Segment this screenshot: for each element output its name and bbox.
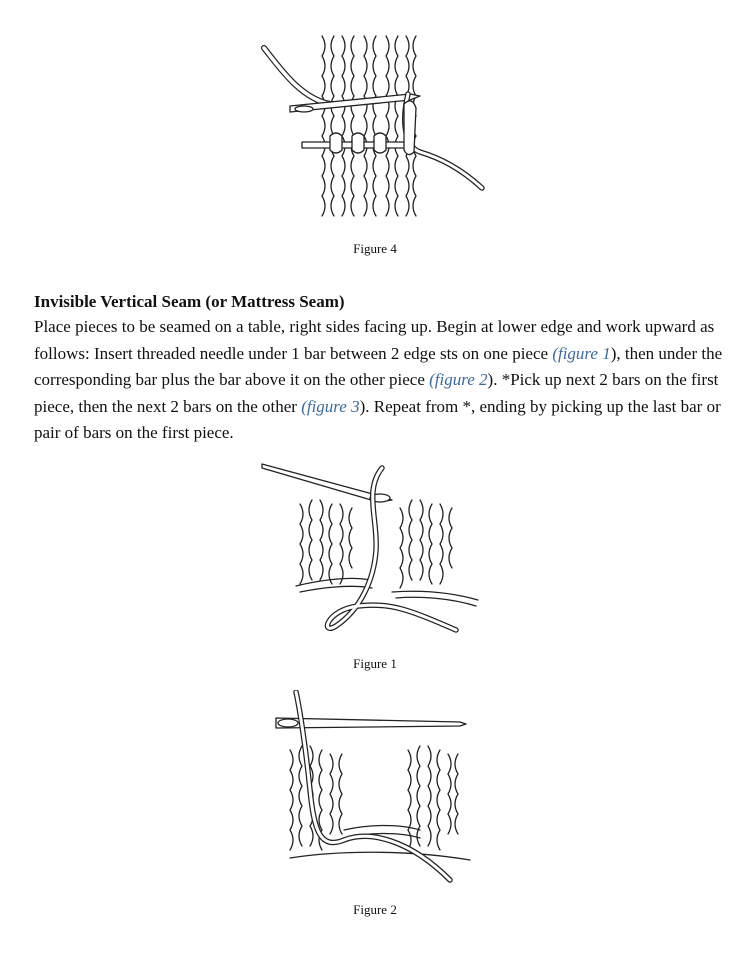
paragraph-text-2: ), then under the corresponding bar plus the bar above it on the other piece — [34, 343, 723, 390]
figure-2-illustration — [0, 690, 750, 886]
figure-4-illustration — [0, 28, 750, 228]
figure-2-caption: Figure 2 — [353, 902, 397, 917]
paragraph-text-4: ). Repeat from *, ending by picking up the last bar or pair of bars on the first piece. — [34, 396, 721, 443]
knit-piece-right — [408, 746, 458, 850]
figure-1-link[interactable]: figure 1 — [557, 343, 611, 363]
link-open-paren-3: ( — [301, 396, 307, 416]
figure-4-caption: Figure 4 — [353, 241, 397, 256]
knit-piece-left — [290, 746, 342, 850]
figure-1-drawing — [260, 460, 490, 640]
figure-2-drawing — [260, 690, 490, 886]
figure-1-illustration — [0, 460, 750, 640]
paragraph-text-3: ). *Pick up next 2 bars on the first piece, then the next 2 bars on the other — [34, 370, 719, 416]
figure-3-link[interactable]: figure 3 — [306, 396, 360, 416]
figure-1-caption: Figure 1 — [353, 656, 397, 671]
link-open-paren-1: ( — [552, 343, 558, 363]
figure-4-drawing — [260, 28, 490, 228]
figure-2-link[interactable]: figure 2 — [434, 370, 488, 390]
knit-piece-right — [392, 500, 478, 606]
paragraph-text-1: Place pieces to be seamed on a table, right sides facing up. Begin at lower edge and work upward as follows: Insert threaded needle under 1 bar between 2 edge sts on one piece — [34, 317, 715, 363]
instruction-paragraph — [34, 314, 724, 447]
section-heading: Invisible Vertical Seam (or Mattress Seam) — [34, 292, 345, 311]
knit-piece-left — [296, 500, 372, 592]
link-open-paren-2: ( — [429, 370, 435, 390]
